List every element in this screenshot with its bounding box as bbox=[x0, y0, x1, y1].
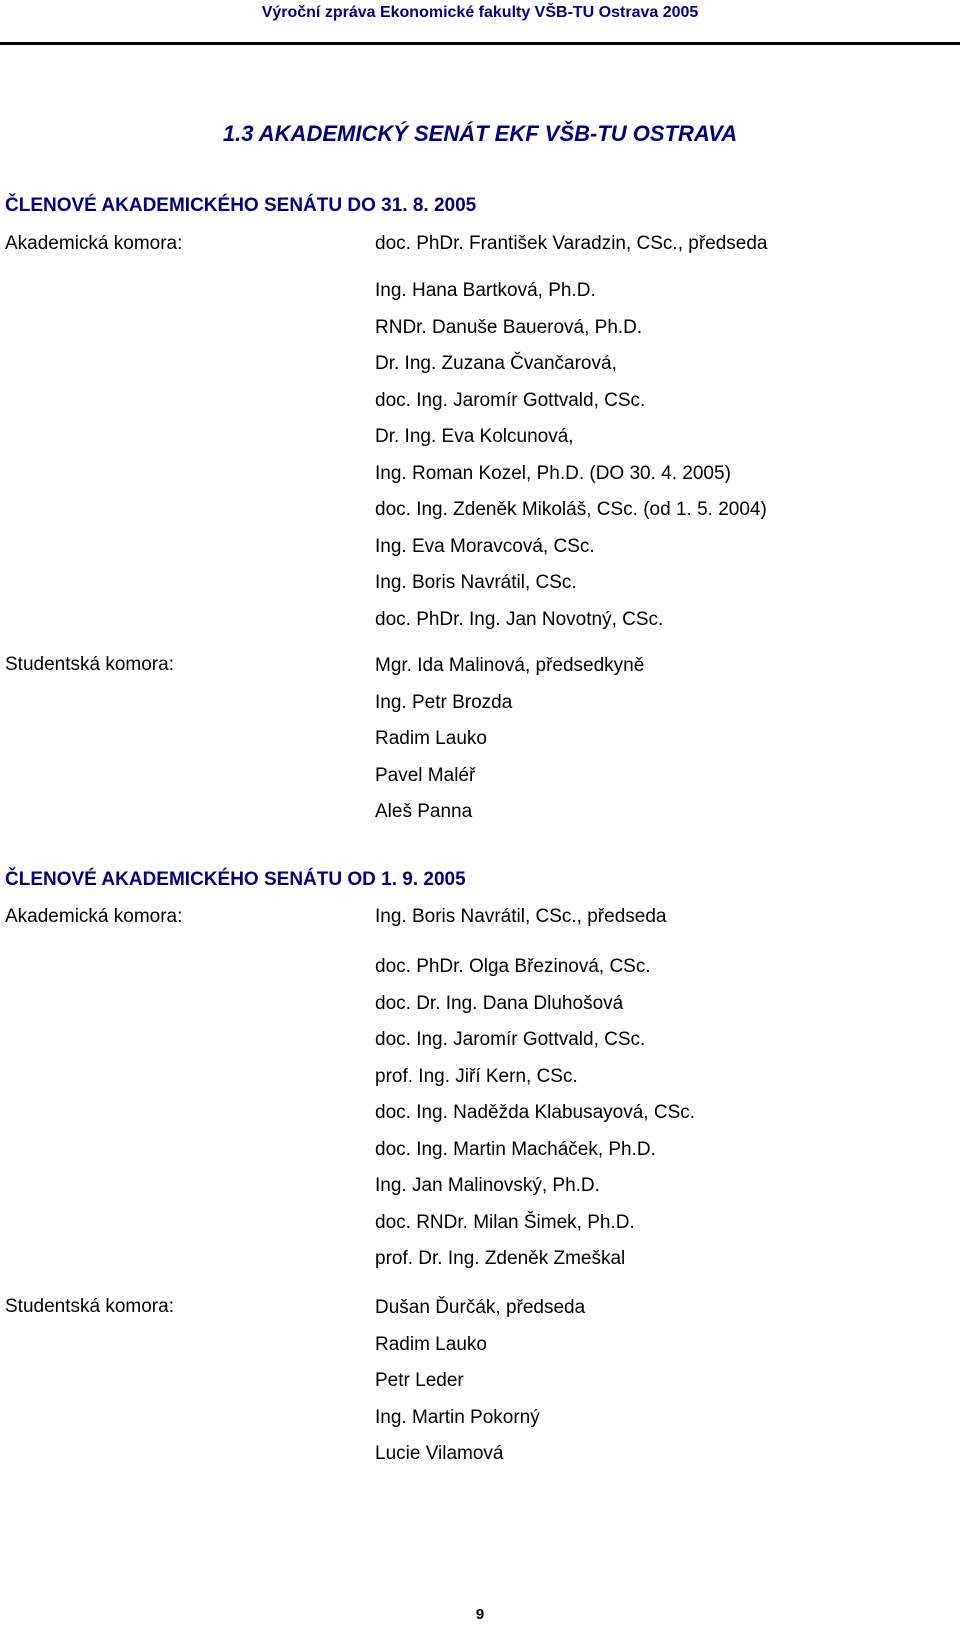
academic-chair-after: Ing. Boris Navrátil, CSc., předseda bbox=[375, 906, 667, 927]
list-item: Dr. Ing. Eva Kolcunová, bbox=[375, 426, 574, 447]
student-chamber-label-after: Studentská komora: bbox=[5, 1296, 174, 1317]
list-item: Lucie Vilamová bbox=[375, 1443, 504, 1464]
list-item: Ing. Martin Pokorný bbox=[375, 1406, 540, 1428]
list-item: Ing. Jan Malinovský, Ph.D. bbox=[375, 1175, 600, 1196]
list-item: Ing. Petr Brozda bbox=[375, 691, 513, 713]
list-item: doc. Ing. Jaromír Gottvald, CSc. bbox=[375, 389, 646, 411]
list-item: Petr Leder bbox=[375, 1370, 464, 1391]
list-item: prof. Dr. Ing. Zdeněk Zmeškal bbox=[375, 1248, 626, 1269]
list-item: Mgr. Ida Malinová, předsedkyně bbox=[375, 655, 645, 676]
list-item: doc. RNDr. Milan Šimek, Ph.D. bbox=[375, 1211, 635, 1233]
academic-members-before bbox=[375, 279, 767, 644]
page-number: 9 bbox=[475, 1606, 485, 1623]
list-item: RNDr. Danuše Bauerová, Ph.D. bbox=[375, 316, 643, 338]
list-item: Ing. Roman Kozel, Ph.D. (DO 30. 4. 2005) bbox=[375, 462, 731, 484]
section-title: 1.3 AKADEMICKÝ SENÁT EKF VŠB-TU OSTRAVA bbox=[222, 121, 738, 146]
heading-members-before: ČLENOVÉ AKADEMICKÉHO SENÁTU DO 31. 8. 2005 bbox=[5, 195, 477, 216]
list-item: doc. PhDr. Ing. Jan Novotný, CSc. bbox=[375, 608, 664, 630]
list-item: Dušan Ďurčák, předseda bbox=[375, 1297, 586, 1318]
list-item: doc. Ing. Zdeněk Mikoláš, CSc. (od 1. 5. 2004) bbox=[375, 499, 767, 520]
student-members-before bbox=[375, 654, 644, 837]
list-item: Ing. Eva Moravcová, CSc. bbox=[375, 535, 595, 557]
list-item: doc. Ing. Jaromír Gottvald, CSc. bbox=[375, 1029, 646, 1050]
student-chamber-label-before: Studentská komora: bbox=[5, 654, 174, 675]
list-item: doc. Ing. Martin Macháček, Ph.D. bbox=[375, 1138, 656, 1160]
list-item: Ing. Boris Navrátil, CSc. bbox=[375, 572, 577, 593]
list-item: Dr. Ing. Zuzana Čvančarová, bbox=[375, 353, 617, 374]
heading-members-after: ČLENOVÉ AKADEMICKÉHO SENÁTU OD 1. 9. 2005 bbox=[5, 869, 466, 890]
academic-chair-before: doc. PhDr. František Varadzin, CSc., předseda bbox=[375, 233, 768, 254]
academic-members-after bbox=[375, 955, 695, 1284]
list-item: prof. Ing. Jiří Kern, CSc. bbox=[375, 1065, 578, 1087]
list-item: Radim Lauko bbox=[375, 728, 487, 749]
list-item: doc. Ing. Naděžda Klabusayová, CSc. bbox=[375, 1102, 696, 1123]
student-members-after bbox=[375, 1296, 585, 1479]
list-item: Aleš Panna bbox=[375, 801, 473, 822]
running-header: Výroční zpráva Ekonomické fakulty VŠB-TU Ostrava 2005 bbox=[261, 4, 699, 21]
header-divider bbox=[0, 42, 960, 45]
list-item: Ing. Hana Bartková, Ph.D. bbox=[375, 280, 596, 301]
list-item: doc. PhDr. Olga Březinová, CSc. bbox=[375, 956, 651, 977]
list-item: doc. Dr. Ing. Dana Dluhošová bbox=[375, 992, 624, 1014]
list-item: Radim Lauko bbox=[375, 1333, 487, 1355]
academic-chamber-label-after: Akademická komora: bbox=[5, 906, 183, 927]
academic-chamber-label-before: Akademická komora: bbox=[5, 233, 183, 254]
list-item: Pavel Maléř bbox=[375, 764, 476, 786]
